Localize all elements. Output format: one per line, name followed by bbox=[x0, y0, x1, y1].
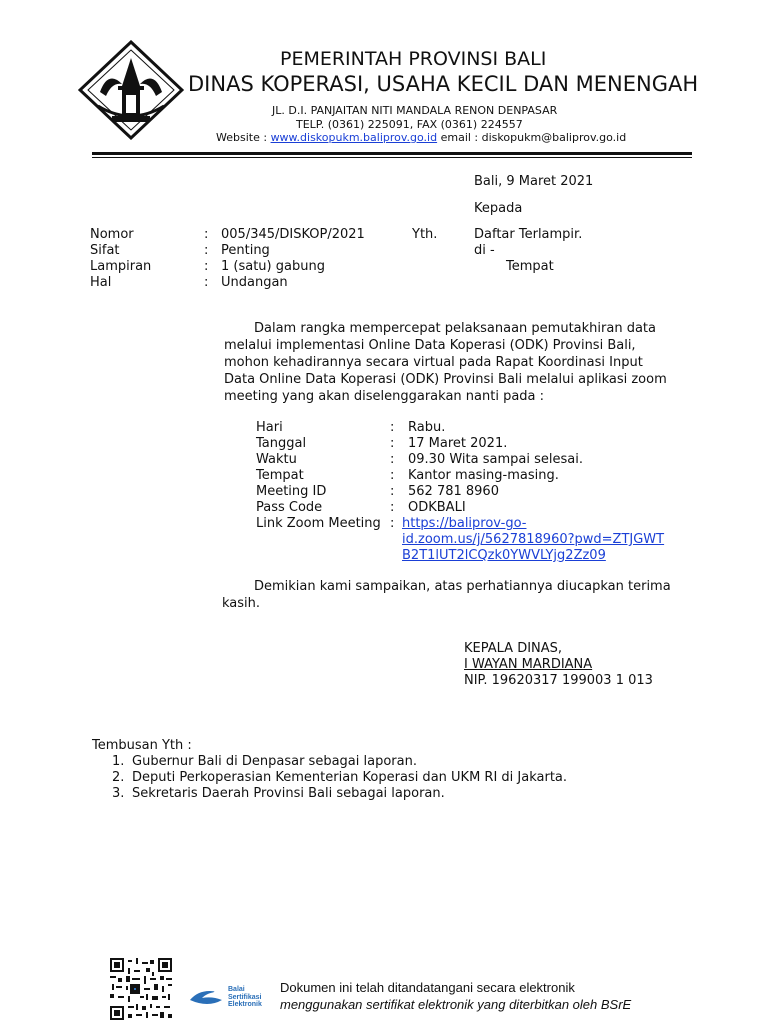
body-line-3: mohon kehadirannya secara virtual pada Rapat Koordinasi Input bbox=[224, 355, 643, 370]
bsre-line-1: Balai bbox=[228, 986, 245, 993]
closing-line-1: Demikian kami sampaikan, atas perhatiannya diucapkan terima bbox=[254, 579, 671, 594]
tempat-label: Tempat bbox=[506, 259, 554, 274]
agency-phone: TELP. (0361) 225091, FAX (0361) 224557 bbox=[296, 118, 523, 131]
body-line-4: Data Online Data Koperasi (ODK) Provinsi Bali melalui aplikasi zoom bbox=[224, 372, 667, 387]
tembusan-label: Tembusan Yth : bbox=[92, 738, 192, 753]
tembusan-num: 3. bbox=[112, 786, 125, 801]
meta-nomor-label: Nomor bbox=[90, 227, 134, 242]
bali-province-emblem bbox=[78, 40, 184, 140]
website-link[interactable]: www.diskopukm.baliprov.go.id bbox=[270, 131, 438, 144]
meta-lampiran-sep: : bbox=[204, 259, 209, 274]
detail-tanggal-value: 17 Maret 2021. bbox=[408, 436, 508, 451]
yth-label: Yth. bbox=[412, 227, 438, 242]
agency-title: DINAS KOPERASI, USAHA KECIL DAN MENENGAH bbox=[188, 72, 699, 96]
letterhead-rule-thick bbox=[92, 152, 692, 155]
kepada-label: Kepada bbox=[474, 201, 523, 216]
email-label: email : bbox=[437, 131, 482, 144]
detail-waktu-sep: : bbox=[390, 452, 395, 467]
agency-contacts bbox=[216, 131, 626, 144]
bsre-logo-icon bbox=[188, 986, 226, 1008]
agency-address: JL. D.I. PANJAITAN NITI MANDALA RENON DENPASAR bbox=[272, 104, 558, 117]
tembusan-text: Gubernur Bali di Denpasar sebagai laporan. bbox=[132, 754, 417, 769]
detail-waktu-value: 09.30 Wita sampai selesai. bbox=[408, 452, 583, 467]
detail-pass-code-label: Pass Code bbox=[256, 500, 323, 515]
detail-hari-value: Rabu. bbox=[408, 420, 446, 435]
government-title: PEMERINTAH PROVINSI BALI bbox=[280, 48, 547, 70]
zoom-link-line-3[interactable]: B2T1lUT2lCQzk0YWVLYjg2Zz09 bbox=[402, 548, 606, 563]
detail-meeting-id-label: Meeting ID bbox=[256, 484, 327, 499]
tembusan-num: 2. bbox=[112, 770, 125, 785]
di-label: di - bbox=[474, 243, 495, 258]
detail-tanggal-sep: : bbox=[390, 436, 395, 451]
bsre-name bbox=[228, 986, 262, 1009]
recipient: Daftar Terlampir. bbox=[474, 227, 583, 242]
esign-line-2: menggunakan sertifikat elektronik yang diterbitkan oleh BSrE bbox=[280, 997, 632, 1012]
closing-line-2: kasih. bbox=[222, 596, 261, 611]
detail-tempat-value: Kantor masing-masing. bbox=[408, 468, 559, 483]
esign-line-1: Dokumen ini telah ditandatangani secara elektronik bbox=[280, 980, 575, 995]
tembusan-item bbox=[112, 786, 445, 801]
detail-meeting-id-value: 562 781 8960 bbox=[408, 484, 499, 499]
qr-code-icon bbox=[110, 958, 172, 1020]
detail-tanggal-label: Tanggal bbox=[256, 436, 307, 451]
detail-meeting-id-sep: : bbox=[390, 484, 395, 499]
meta-sifat-value: Penting bbox=[221, 243, 270, 258]
body-line-2: melalui implementasi Online Data Koperasi (ODK) Provinsi Bali, bbox=[224, 338, 636, 353]
meta-lampiran-value: 1 (satu) gabung bbox=[221, 259, 325, 274]
detail-pass-code-value: ODKBALI bbox=[408, 500, 466, 515]
meta-hal-value: Undangan bbox=[221, 275, 288, 290]
zoom-link-line-1[interactable]: https://baliprov-go- bbox=[402, 516, 527, 531]
meta-sifat-label: Sifat bbox=[90, 243, 120, 258]
meta-hal-sep: : bbox=[204, 275, 209, 290]
zoom-link-line-2[interactable]: id.zoom.us/j/5627818960?pwd=ZTJGWT bbox=[402, 532, 665, 547]
body-line-5: meeting yang akan diselenggarakan nanti pada : bbox=[224, 389, 545, 404]
signer-title: KEPALA DINAS, bbox=[464, 641, 563, 656]
detail-zoom-sep: : bbox=[390, 516, 395, 531]
place-date: Bali, 9 Maret 2021 bbox=[474, 174, 594, 189]
detail-tempat-label: Tempat bbox=[256, 468, 304, 483]
meta-hal-label: Hal bbox=[90, 275, 112, 290]
tembusan-text: Sekretaris Daerah Provinsi Bali sebagai laporan. bbox=[132, 786, 445, 801]
signer-nip: NIP. 19620317 199003 1 013 bbox=[464, 673, 653, 688]
tembusan-text: Deputi Perkoperasian Kementerian Koperasi dan UKM RI di Jakarta. bbox=[132, 770, 568, 785]
detail-tempat-sep: : bbox=[390, 468, 395, 483]
tembusan-item bbox=[112, 770, 567, 785]
tembusan-num: 1. bbox=[112, 754, 125, 769]
tembusan-item bbox=[112, 754, 417, 769]
detail-hari-label: Hari bbox=[256, 420, 283, 435]
meta-lampiran-label: Lampiran bbox=[90, 259, 152, 274]
signer-name: I WAYAN MARDIANA bbox=[464, 657, 593, 672]
body-line-1: Dalam rangka mempercepat pelaksanaan pemutakhiran data bbox=[254, 321, 656, 336]
email-address: diskopukm@baliprov.go.id bbox=[481, 131, 627, 144]
bsre-line-3: Elektronik bbox=[228, 1001, 262, 1008]
bsre-line-2: Sertifikasi bbox=[228, 993, 262, 1001]
detail-waktu-label: Waktu bbox=[256, 452, 297, 467]
detail-hari-sep: : bbox=[390, 420, 395, 435]
detail-pass-code-sep: : bbox=[390, 500, 395, 515]
meta-sifat-sep: : bbox=[204, 243, 209, 258]
letterhead-rule-thin bbox=[92, 157, 692, 158]
detail-zoom-label: Link Zoom Meeting bbox=[256, 516, 381, 531]
website-label: Website : bbox=[216, 131, 271, 144]
meta-nomor-value: 005/345/DISKOP/2021 bbox=[221, 227, 365, 242]
meta-nomor-sep: : bbox=[204, 227, 209, 242]
